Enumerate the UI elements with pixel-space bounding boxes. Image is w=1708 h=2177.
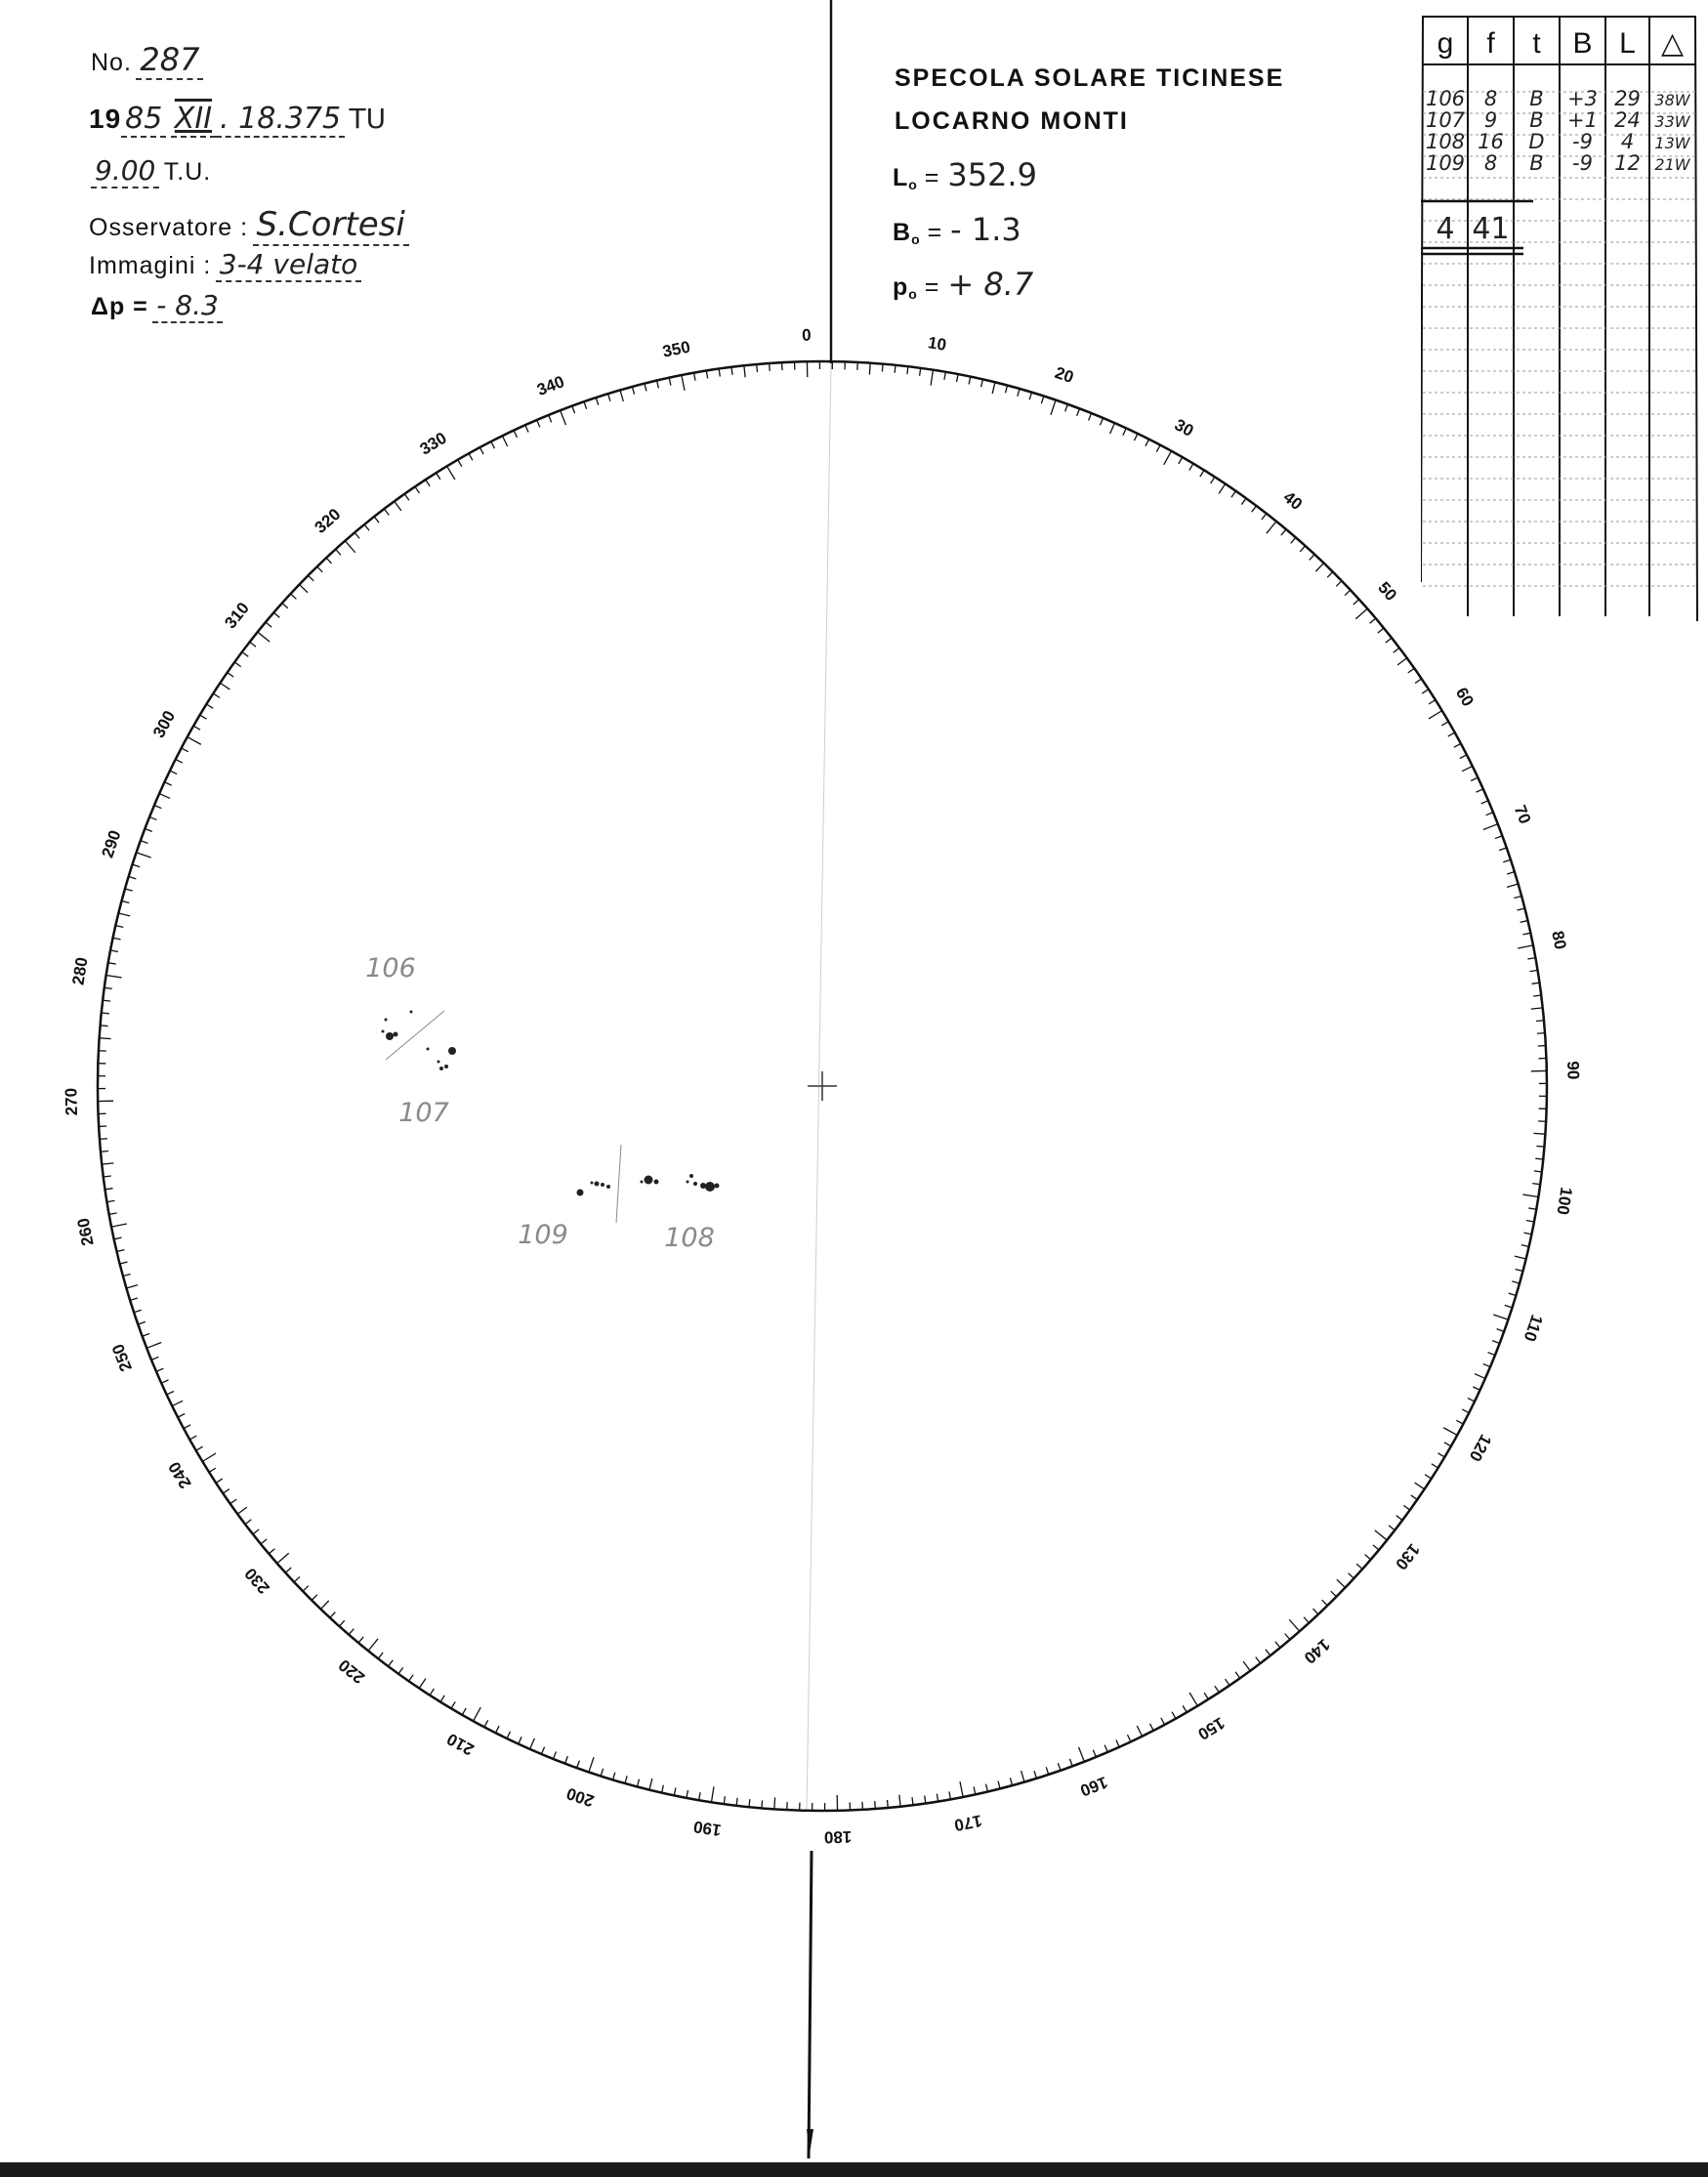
bottom-axis-line (809, 1851, 812, 2158)
degree-label-70: 70 (1510, 802, 1535, 827)
degree-label-200: 200 (563, 1783, 597, 1811)
table-header-cell: f (1486, 27, 1495, 60)
delta-p-label: Δp = (91, 293, 148, 320)
date-year-bold: 19 (89, 104, 122, 134)
total-groups: 4 (1436, 212, 1455, 246)
group-label-108: 108 (664, 1223, 715, 1253)
degree-label-280: 280 (68, 955, 92, 986)
degree-label-150: 150 (1194, 1713, 1229, 1744)
institution-name: SPECOLA SOLARE TICINESE (895, 64, 1285, 92)
table-cell: 4 (1620, 130, 1635, 153)
degree-label-140: 140 (1300, 1635, 1334, 1668)
table-header-cell: t (1532, 27, 1541, 60)
degree-label-110: 110 (1520, 1312, 1547, 1344)
b0-label: B (893, 219, 912, 246)
degree-label-170: 170 (952, 1811, 984, 1835)
table-cell: 29 (1614, 87, 1641, 110)
degree-label-250: 250 (108, 1341, 137, 1374)
degree-label-220: 220 (335, 1655, 369, 1688)
images-value: 3-4 velato (216, 248, 361, 282)
degree-label-310: 310 (221, 599, 253, 633)
degree-label-90: 90 (1563, 1061, 1583, 1080)
degree-label-130: 130 (1392, 1539, 1424, 1573)
degree-label-260: 260 (73, 1216, 98, 1248)
p0-value: + 8.7 (947, 266, 1034, 303)
table-cell: 107 (1425, 108, 1466, 132)
table-cell: +1 (1567, 108, 1598, 132)
degree-label-40: 40 (1279, 487, 1307, 515)
table-cell: B (1529, 87, 1544, 110)
table-cell: 16 (1478, 130, 1504, 153)
degree-label-290: 290 (98, 827, 125, 860)
group-label-109: 109 (518, 1220, 568, 1250)
degree-label-60: 60 (1451, 684, 1478, 710)
degree-label-180: 180 (823, 1827, 853, 1847)
group-separator-109-108 (616, 1145, 621, 1223)
table-cell: 12 (1614, 151, 1641, 175)
sunspot-group-107 (427, 1047, 457, 1070)
table-cell: 8 (1483, 151, 1498, 175)
images-label: Immagini : (89, 252, 212, 279)
p0-label: p (893, 273, 909, 301)
table-cell: B (1529, 108, 1544, 132)
table-cell: 33W (1654, 112, 1690, 131)
sunspot-group-108 (641, 1174, 720, 1192)
degree-label-160: 160 (1077, 1772, 1110, 1800)
date-month: XII (171, 102, 216, 138)
delta-p-value: - 8.3 (152, 289, 223, 323)
ephemeris-l0: $L_o = 352.9$ (893, 156, 1037, 193)
degree-label-30: 30 (1171, 415, 1197, 440)
central-meridian (807, 363, 831, 1812)
degree-label-350: 350 (660, 337, 692, 361)
l0-label: L (893, 164, 909, 191)
number-value: 287 (136, 41, 203, 80)
number-label: No. (91, 49, 132, 76)
degree-label-340: 340 (534, 372, 567, 400)
b0-value: - 1.3 (950, 211, 1021, 248)
degree-label-240: 240 (164, 1458, 195, 1492)
table-cell: 108 (1425, 130, 1466, 153)
sunspot-group-109 (577, 1182, 611, 1196)
l0-value: 352.9 (947, 156, 1037, 193)
table-cell: 8 (1483, 87, 1498, 110)
table-cell: 9 (1483, 108, 1498, 132)
degree-label-20: 20 (1052, 362, 1076, 388)
table-cell: 24 (1614, 108, 1641, 132)
institution-location: LOCARNO MONTI (895, 107, 1129, 135)
degree-label-270: 270 (62, 1087, 81, 1116)
group-label-106: 106 (365, 953, 416, 984)
degree-label-190: 190 (691, 1817, 723, 1840)
table-cell: 13W (1654, 134, 1690, 152)
sunspot-group-106 (382, 1011, 413, 1041)
observer-value: S.Cortesi (253, 205, 409, 246)
group-label-107: 107 (398, 1098, 449, 1128)
table-cell: 106 (1425, 87, 1466, 110)
degree-label-120: 120 (1465, 1431, 1496, 1465)
degree-label-0: 0 (801, 325, 812, 345)
table-header-cell: △ (1660, 27, 1685, 60)
disk-center-cross (808, 1071, 837, 1101)
table-header-cell: B (1572, 27, 1593, 60)
table-cell: B (1529, 151, 1544, 175)
table-cell: +3 (1567, 87, 1598, 110)
table-cell: 109 (1425, 151, 1466, 175)
table-header-cell: L (1619, 27, 1636, 60)
ephemeris-b0: $B_o$ = - 1.3 (893, 211, 1021, 248)
ephemeris-p0: $p_o$ = + 8.7 (893, 266, 1034, 303)
table-cell: 38W (1654, 91, 1690, 109)
degree-label-210: 210 (443, 1729, 478, 1760)
date-tu: TU (349, 103, 387, 135)
table-cell: -9 (1572, 151, 1593, 175)
scan-edge-bar (0, 2162, 1708, 2177)
table-cell: D (1528, 130, 1545, 153)
degree-label-80: 80 (1548, 929, 1570, 951)
degree-label-300: 300 (148, 707, 180, 741)
date-year-rest: 85 (121, 102, 166, 138)
time-value: 9.00 (91, 154, 159, 188)
degree-label-50: 50 (1374, 578, 1400, 605)
degree-label-230: 230 (240, 1564, 273, 1598)
degree-label-10: 10 (926, 333, 948, 355)
table-header-cell: g (1437, 27, 1454, 60)
degree-label-100: 100 (1553, 1186, 1576, 1217)
total-spots: 41 (1472, 212, 1510, 246)
date-day: . 18.375 (216, 102, 345, 138)
degree-label-330: 330 (416, 428, 450, 459)
table-cell: -9 (1572, 130, 1593, 153)
table-cell: 21W (1654, 155, 1690, 174)
observer-label: Osservatore : (89, 214, 249, 241)
time-unit: T.U. (163, 158, 212, 186)
degree-label-320: 320 (311, 504, 345, 537)
